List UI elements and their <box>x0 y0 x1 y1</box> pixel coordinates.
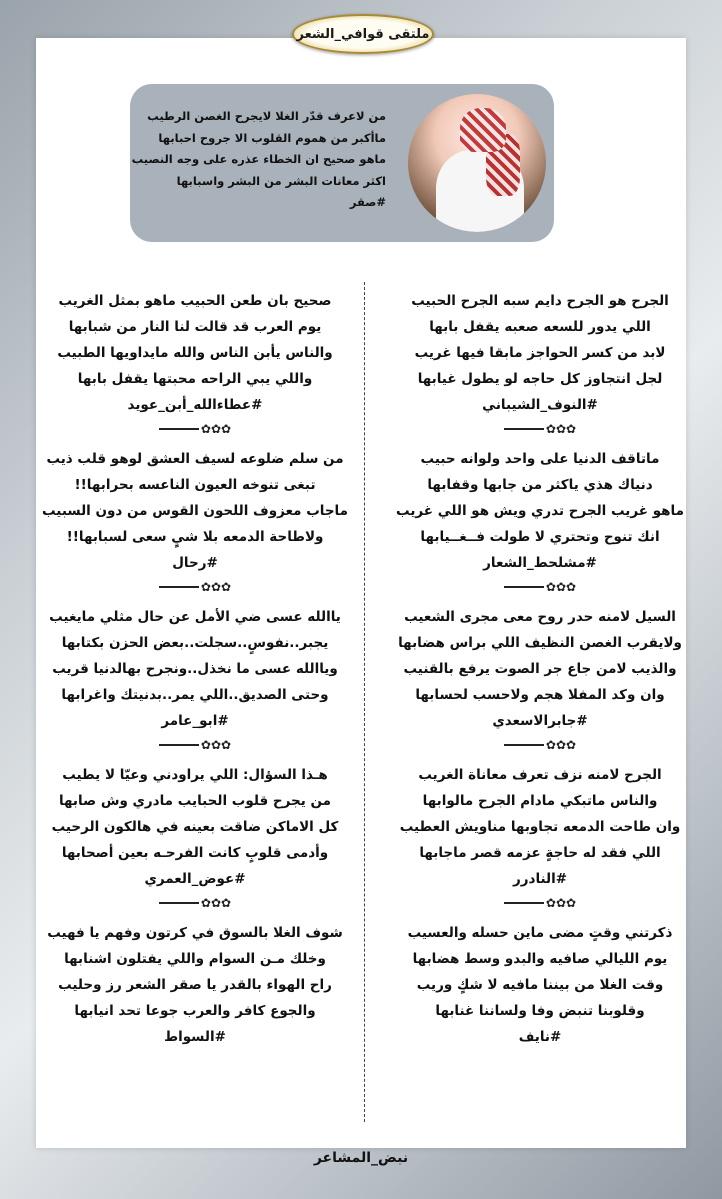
separator-bar <box>504 902 544 904</box>
poem-line: اللي يدور للسعه صعبه يقفل بابها <box>429 319 651 335</box>
poem-line: دنياك هذي ياكثر من جابها وقفابها <box>427 477 653 493</box>
poem-line: الجرح لامنه نزف تعرف معاناة الغريب <box>418 767 662 783</box>
poem-block <box>380 288 700 418</box>
poem-line: لجل انتجاوز كل حاجه لو يطول غيابها <box>417 371 663 387</box>
intro-line: ماهو صحيح ان الخطاء عذره على وجه النصيب <box>131 152 386 166</box>
poem-author: #نايف <box>518 1029 562 1045</box>
poem-line: والناس يأبن الناس والله مايداويها الطبيب <box>57 345 333 361</box>
flower-icon: ✿✿✿ <box>545 738 577 752</box>
poem-line: وقلوبنا تنبض وفا ولساننا غنابها <box>435 1003 645 1019</box>
flower-icon: ✿✿✿ <box>545 896 577 910</box>
poem-line: يوم العرب قد قالت لنا النار من شبابها <box>68 319 322 335</box>
poem-line: ماجاب معزوف اللحون القوس من دون السبيب <box>42 503 348 519</box>
poem-author: #عطاءالله_أبن_عويد <box>127 397 263 413</box>
poem-line: من يجرح قلوب الحبايب مادري وش صابها <box>58 793 332 809</box>
flower-separator <box>380 418 700 440</box>
poem-block <box>380 762 700 892</box>
intro-box <box>130 84 554 242</box>
poem-line: كل الاماكن ضاقت بعينه في هالكون الرحيب <box>51 819 339 835</box>
intro-verse <box>131 106 386 214</box>
poem-author: #النوف_الشيباني <box>482 397 598 413</box>
separator-bar <box>159 428 199 430</box>
poem-line: وان وكد المفلا هجم ولاحسب لحسابها <box>415 687 665 703</box>
poem-author: #السواط <box>164 1029 226 1045</box>
flower-icon: ✿✿✿ <box>545 580 577 594</box>
poem-block <box>35 920 355 1050</box>
poem-line: ياالله عسى ضي الأمل عن حال مثلي مايغيب <box>49 609 341 625</box>
poem-line: انك تنوح وتحتري لا طولت فــغــيابها <box>420 529 660 545</box>
flower-icon: ✿✿✿ <box>545 422 577 436</box>
separator-bar <box>159 744 199 746</box>
poem-line: وأدمى قلوبٍ كانت الفرحـه بعين أصحابها <box>61 845 329 861</box>
intro-line: ماأكبر من هموم القلوب الا جروح احبابها <box>158 130 386 145</box>
poem-line: ماتاقف الدنيا على واحد ولوانه حبيب <box>420 451 660 467</box>
poem-author: #ابو_عامر <box>161 713 229 729</box>
flower-separator <box>35 734 355 756</box>
poem-block <box>35 446 355 576</box>
poem-line: هـذا السؤال: اللي يراودني وعيّا لا يطيب <box>62 767 328 783</box>
poem-line: وخلك مـن السوام واللي يفتلون اشنابها <box>64 951 326 967</box>
poem-line: الجرح هو الجرح دايم سبه الجرح الحبيب <box>411 293 669 309</box>
poem-block <box>35 604 355 734</box>
poem-line: ماهو غريب الجرح تدري ويش هو اللي غريب <box>396 503 684 519</box>
poem-line: ولايقرب الغصن النظيف اللي براس هضابها <box>398 635 682 651</box>
flower-separator <box>35 576 355 598</box>
flower-separator <box>380 734 700 756</box>
poem-line: وياالله عسى ما نخذل..ونجرح بهالدنيا قريب <box>52 661 338 677</box>
poem-line: اللي فقد له حاجةٍ عزمه قصر ماجابها <box>419 845 661 861</box>
intro-author: #صقر <box>349 195 386 209</box>
poem-author: #النادرر <box>512 871 568 887</box>
poem-block <box>35 762 355 892</box>
poem-block <box>380 920 700 1050</box>
flower-separator <box>35 892 355 914</box>
poem-line: راح الهواء بالقدر يا صقر الشعر رز وحليب <box>58 977 332 993</box>
intro-line: اكثر معانات البشر من البشر واسبابها <box>176 173 386 188</box>
right-column <box>380 288 700 1050</box>
flower-separator <box>35 418 355 440</box>
flower-separator <box>380 892 700 914</box>
poem-line: والناس ماتبكي مادام الجرح مالوابها <box>422 793 658 809</box>
poem-line: وحتى الصديق..اللي يمر..بدنيتك واغرابها <box>61 687 329 703</box>
flower-icon: ✿✿✿ <box>200 738 232 752</box>
poem-line: تبغى تنوخه العيون الناعسه بحرابها!! <box>74 477 316 493</box>
separator-bar <box>159 902 199 904</box>
poem-line: واللي يبي الراحه محبتها يقفل بابها <box>77 371 313 387</box>
flower-separator <box>380 576 700 598</box>
poem-line: يوم الليالي صافيه والبدو وسط هضابها <box>412 951 668 967</box>
poem-line: صحيح بان طعن الحبيب ماهو بمثل الغريب <box>58 293 332 309</box>
poem-author: #عوض_العمري <box>144 871 246 887</box>
column-divider <box>364 282 365 1122</box>
poem-line: والجوع كافر والعرب جوعا تحد انيابها <box>74 1003 316 1019</box>
separator-bar <box>159 586 199 588</box>
poem-line: والذيب لامن جاع جر الصوت يرفع بالقنيب <box>403 661 677 677</box>
poem-block <box>35 288 355 418</box>
poem-line: من سلم ضلوعه لسيف العشق لوهو قلب ذيب <box>46 451 344 467</box>
header-badge <box>292 14 434 54</box>
poem-block <box>380 446 700 576</box>
separator-bar <box>504 744 544 746</box>
poem-line: وان طاحت الدمعه تجاوبها مناويش العطيب <box>399 819 681 835</box>
separator-bar <box>504 586 544 588</box>
flower-icon: ✿✿✿ <box>200 896 232 910</box>
poem-line: وقت الغلا من بيننا مافيه لا شكٍ وريب <box>416 977 664 993</box>
poem-line: السيل لامنه حدر روح معى مجرى الشعيب <box>404 609 676 625</box>
poem-author: #جابرالاسعدي <box>492 713 588 729</box>
poet-avatar <box>408 94 546 232</box>
poem-line: يجبر..نفوسٍ..سجلت..بعض الحزن بكتابها <box>61 635 329 651</box>
flower-icon: ✿✿✿ <box>200 580 232 594</box>
poem-block <box>380 604 700 734</box>
flower-icon: ✿✿✿ <box>200 422 232 436</box>
footer-label: نبض_المشاعر <box>313 1150 409 1166</box>
poem-line: شوف الغلا بالسوق في كرتون وفهم يا فهيب <box>47 925 343 941</box>
header-title: ملتقى قوافي_الشعر <box>296 26 430 42</box>
poem-author: #مشلحط_الشعار <box>483 555 597 571</box>
avatar-shemagh <box>460 108 506 152</box>
intro-line: من لاعرف قدّر الغلا لايجرح الغصن الرطيب <box>147 109 386 123</box>
left-column <box>35 288 355 1050</box>
poem-line: ذكرتني وقتٍ مضى ماين حسله والعسيب <box>407 925 673 941</box>
poem-line: لابد من كسر الحواجز مابقا فيها غريب <box>414 345 666 361</box>
separator-bar <box>504 428 544 430</box>
poem-line: ولاطاحة الدمعه بلا شيٍ سعى لسبابها!! <box>66 529 324 545</box>
poem-author: #رحال <box>172 555 218 571</box>
